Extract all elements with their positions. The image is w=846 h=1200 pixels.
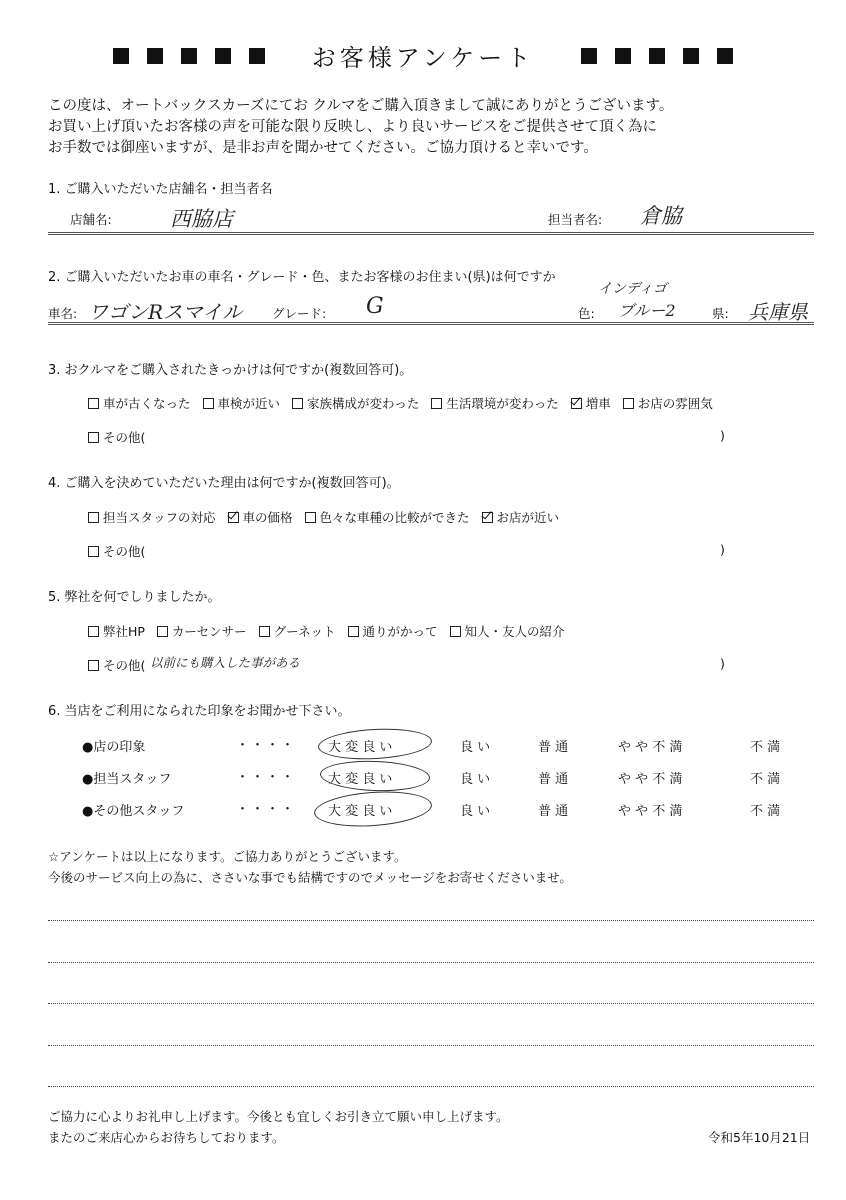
checkbox[interactable] [203,398,214,409]
rating-option[interactable]: 普 通 [538,804,569,819]
q5-heading: 5. 弊社を何でしりましたか。 [48,590,221,605]
message-line[interactable] [48,962,814,963]
q1-heading: 1. ご購入いただいた店舗名・担当者名 [48,182,273,197]
q3-heading: 3. おクルマをご購入されたきっかけは何ですか(複数回答可)。 [48,363,413,378]
rating-option[interactable]: 良 い [460,740,491,755]
q5-option[interactable]: カーセンサー [157,624,247,639]
rating-option[interactable]: 不 満 [750,772,781,787]
square-icon [113,48,129,64]
q5-other[interactable]: その他( [88,656,145,674]
car-label: 車名: [48,306,78,321]
rating-option[interactable]: 大 変 良 い [328,740,393,755]
rating-dots: ・・・・ [236,738,297,753]
staff-label: 担当者名: [548,212,603,227]
checkbox[interactable] [571,398,582,409]
checkbox[interactable] [88,660,99,671]
checkbox[interactable] [305,512,316,523]
rating-option[interactable]: 普 通 [538,772,569,787]
rating-option[interactable]: や や 不 満 [618,772,683,787]
pref-value[interactable]: 兵庫県 [748,300,808,324]
checkbox[interactable] [348,626,359,637]
q5-other-close: ) [720,656,725,671]
intro-line: この度は、オートバックスカーズにてお クルマをご購入頂きまして誠にありがとうございます。 [48,98,674,114]
q3-option[interactable]: お店の雰囲気 [623,396,713,411]
rating-option[interactable]: 大 変 良 い [328,772,393,787]
checkbox[interactable] [259,626,270,637]
square-icon [215,48,231,64]
square-icon [147,48,163,64]
rating-option[interactable]: 普 通 [538,740,569,755]
q5-option[interactable]: 通りがかって [348,624,438,639]
q4-other[interactable]: その他( [88,542,145,560]
rating-option[interactable]: 不 満 [750,804,781,819]
square-icon [683,48,699,64]
date: 令和5年10月21日 [708,1130,811,1145]
checkbox[interactable] [88,512,99,523]
page-title-bar [0,38,846,73]
q4-heading: 4. ご購入を決めていただいた理由は何ですか(複数回答可)。 [48,476,400,491]
square-icon [649,48,665,64]
checkbox[interactable] [157,626,168,637]
checkbox[interactable] [482,512,493,523]
checkbox[interactable] [88,626,99,637]
rating-dots: ・・・・ [236,802,297,817]
rating-selection-circle [320,759,431,793]
grade-label: グレード: [272,306,327,321]
q3-option[interactable]: 増車 [571,396,611,411]
footer-note [48,846,572,888]
closing-line: ご協力に心よりお礼申し上げます。今後とも宜しくお引き立て願い申し上げます。 [48,1109,509,1124]
intro-text [48,96,673,159]
checkbox[interactable] [88,432,99,443]
rating-dots: ・・・・ [236,770,297,785]
rating-row-label: ●その他スタッフ [82,804,185,819]
square-icon [581,48,597,64]
checkbox[interactable] [88,546,99,557]
checkbox[interactable] [450,626,461,637]
checkbox[interactable] [88,398,99,409]
q5-options [88,622,565,640]
page-title: お客様アンケート [311,44,535,72]
color-label: 色: [578,306,595,321]
message-line[interactable] [48,1045,814,1046]
square-icon [181,48,197,64]
grade-value[interactable]: G [366,294,384,319]
q2-underline [48,322,814,325]
rating-option[interactable]: 良 い [460,804,491,819]
store-label: 店舗名: [70,212,112,227]
intro-line: お手数では御座いますが、是非お声を聞かせてください。ご協力頂けると幸いです。 [48,140,598,156]
q4-option[interactable]: 色々な車種の比較ができた [305,510,470,525]
closing-line: またのご来店心からお待ちしております。 [48,1130,285,1145]
checkbox[interactable] [623,398,634,409]
q1-underline [48,232,814,235]
checkbox[interactable] [292,398,303,409]
q3-options [88,394,713,412]
square-icon [615,48,631,64]
rating-row-label: ●担当スタッフ [82,772,172,787]
rating-option[interactable]: 不 満 [750,740,781,755]
q5-option[interactable]: 知人・友人の紹介 [450,624,565,639]
q3-option[interactable]: 家族構成が変わった [292,396,419,411]
rating-option[interactable]: や や 不 満 [618,804,683,819]
q5-option[interactable]: グーネット [259,624,336,639]
rating-option[interactable]: 良 い [460,772,491,787]
q4-other-close: ) [720,542,725,557]
color-value-line1[interactable]: インディゴ [598,281,667,297]
square-icon [249,48,265,64]
message-line[interactable] [48,1086,814,1087]
checkbox[interactable] [228,512,239,523]
q3-other-close: ) [720,428,725,443]
color-value-line2[interactable]: ブルー2 [618,301,676,320]
q6-heading: 6. 当店をご利用になられた印象をお聞かせ下さい。 [48,704,351,719]
rating-option[interactable]: 大 変 良 い [328,804,393,819]
q4-option[interactable]: 担当スタッフの対応 [88,510,216,525]
q3-other[interactable]: その他( [88,428,145,446]
q3-option[interactable]: 車が古くなった [88,396,191,411]
q4-option[interactable]: 車の価格 [228,510,293,525]
square-icon [717,48,733,64]
rating-option[interactable]: や や 不 満 [618,740,683,755]
rating-row-label: ●店の印象 [82,740,146,755]
closing-text [48,1106,509,1148]
q5-other-value[interactable]: 以前にも購入した事がある [150,655,301,670]
q4-option[interactable]: お店が近い [482,510,560,525]
footer-note-line: 今後のサービス向上の為に、ささいな事でも結構ですのでメッセージをお寄せくださいませ。 [48,870,572,885]
checkbox[interactable] [431,398,442,409]
footer-note-line: ☆アンケートは以上になります。ご協力ありがとうございます。 [48,849,407,864]
rating-selection-circle [317,726,432,762]
q4-options [88,508,559,526]
q3-option[interactable]: 生活環境が変わった [431,396,558,411]
staff-value[interactable]: 倉脇 [640,204,682,228]
store-value[interactable]: 西脇店 [170,207,233,231]
q3-option[interactable]: 車検が近い [203,396,281,411]
message-line[interactable] [48,1003,814,1004]
message-line[interactable] [48,920,814,921]
q5-option[interactable]: 弊社HP [88,624,145,639]
pref-label: 県: [712,306,729,321]
car-value[interactable]: ワゴンRスマイル [88,300,243,324]
rating-selection-circle [313,788,433,830]
q2-heading: 2. ご購入いただいたお車の車名・グレード・色、またお客様のお住まい(県)は何ですか [48,270,556,285]
intro-line: お買い上げ頂いたお客様の声を可能な限り反映し、より良いサービスをご提供させて頂く為に [48,119,657,135]
